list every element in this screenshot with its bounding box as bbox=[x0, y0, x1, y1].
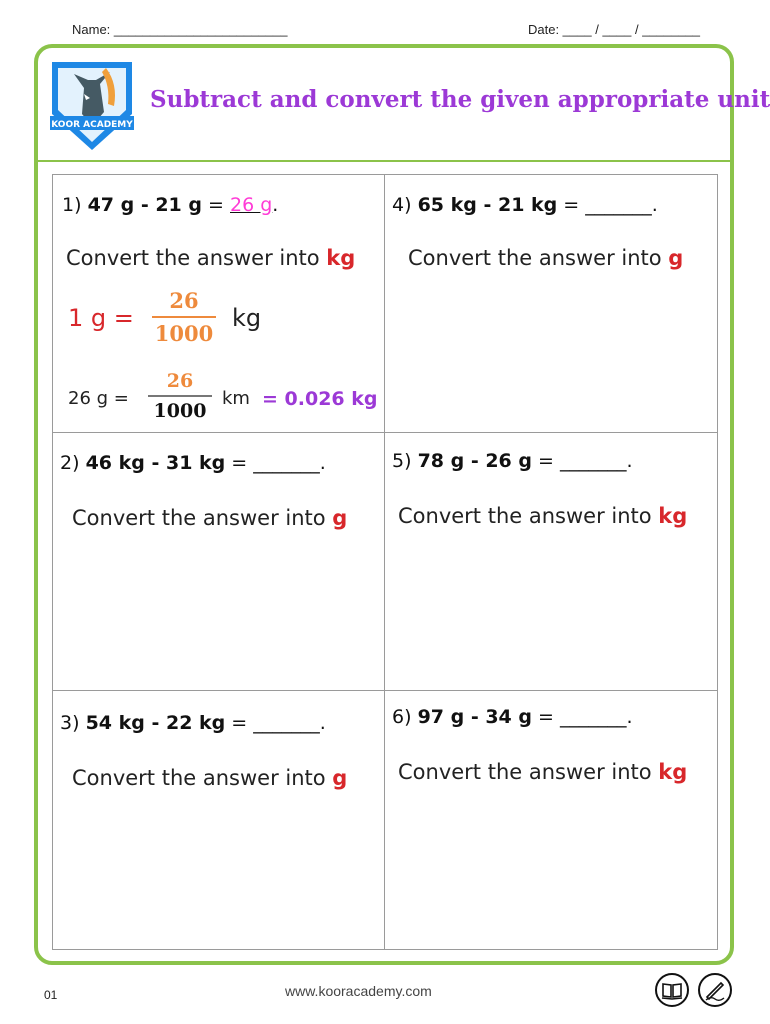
answer-blank[interactable]: _______ bbox=[560, 450, 627, 472]
example-fraction-1: 26 1000 bbox=[152, 288, 216, 346]
answer-blank[interactable]: _______ bbox=[560, 706, 627, 728]
problem-2: 2) 46 kg - 31 kg = _______. bbox=[60, 452, 326, 474]
answer-blank[interactable]: _______ bbox=[585, 194, 652, 216]
convert-instruction-3: Convert the answer into g bbox=[72, 766, 348, 790]
example-result: = 0.026 kg bbox=[262, 388, 378, 410]
svg-text:KOOR ACADEMY: KOOR ACADEMY bbox=[51, 120, 133, 130]
problem-5: 5) 78 g - 26 g = _______. bbox=[392, 450, 633, 472]
name-field-label: Name: ________________________ bbox=[72, 22, 288, 37]
problem-1: 1) 47 g - 21 g = 26 g. bbox=[62, 194, 279, 216]
convert-instruction-6: Convert the answer into kg bbox=[398, 760, 688, 784]
example-fraction-2: 26 1000 bbox=[148, 370, 212, 422]
grid-row-divider bbox=[52, 432, 718, 433]
page-number: 01 bbox=[44, 988, 58, 1002]
answer-blank[interactable]: _______ bbox=[253, 452, 320, 474]
convert-instruction-1: Convert the answer into kg bbox=[66, 246, 356, 270]
worksheet-title: Subtract and convert the given appropriate unit bbox=[150, 86, 770, 113]
writing-hand-icon bbox=[697, 972, 733, 1008]
answer-filled: 26 g bbox=[230, 194, 273, 216]
example-line-1-left: 1 g = bbox=[68, 304, 134, 332]
website-link[interactable]: www.kooracademy.com bbox=[285, 983, 432, 999]
convert-instruction-4: Convert the answer into g bbox=[408, 246, 684, 270]
example-line-1-unit: kg bbox=[232, 304, 262, 332]
convert-instruction-5: Convert the answer into kg bbox=[398, 504, 688, 528]
answer-blank[interactable]: _______ bbox=[253, 712, 320, 734]
problem-6: 6) 97 g - 34 g = _______. bbox=[392, 706, 633, 728]
book-icon bbox=[654, 972, 690, 1008]
example-line-2-unit: km bbox=[222, 388, 250, 409]
convert-instruction-2: Convert the answer into g bbox=[72, 506, 348, 530]
grid-vertical-divider bbox=[384, 174, 385, 950]
problem-3: 3) 54 kg - 22 kg = _______. bbox=[60, 712, 326, 734]
problem-4: 4) 65 kg - 21 kg = _______. bbox=[392, 194, 658, 216]
date-field-label: Date: ____ / ____ / ________ bbox=[528, 22, 701, 37]
example-line-2-left: 26 g = bbox=[68, 388, 129, 409]
grid-row-divider bbox=[52, 690, 718, 691]
title-divider bbox=[38, 160, 730, 162]
koor-academy-logo bbox=[44, 54, 140, 150]
